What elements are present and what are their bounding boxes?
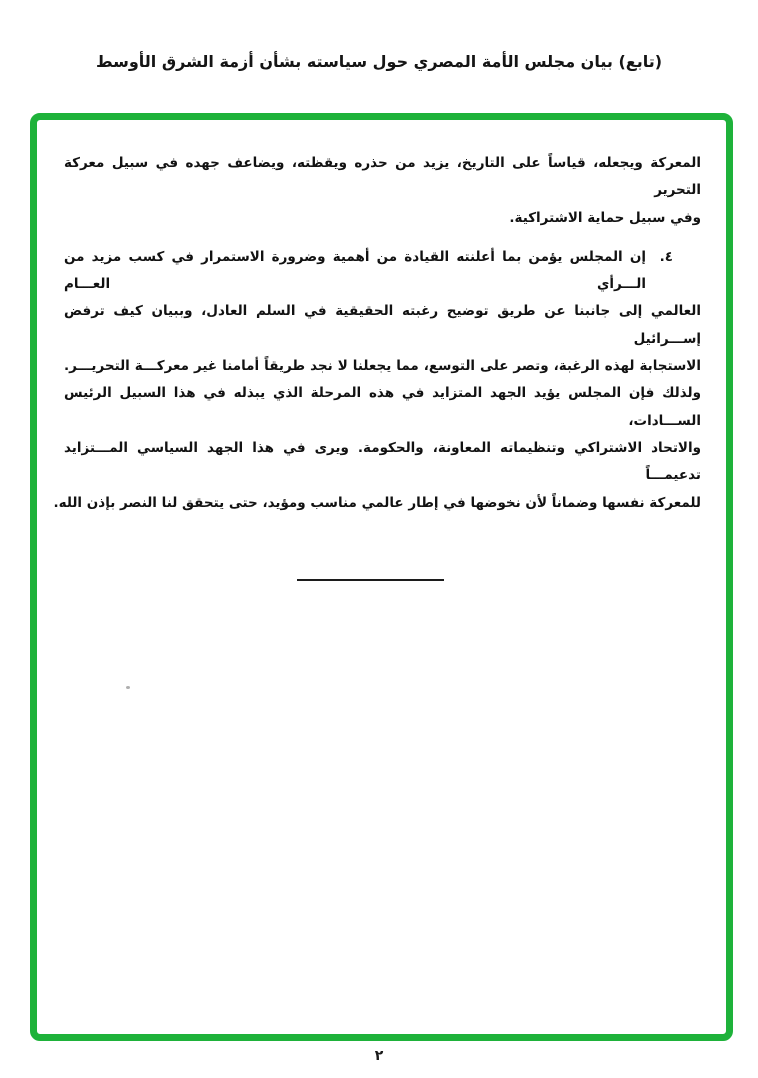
text-line: وفي سبيل حماية الاشتراكية. (509, 209, 701, 226)
text-line: ولذلك فإن المجلس يؤيد الجهد المتزايد في هذه المرحلة الذي يبذله في هذا السبيل الرئيس الســـادات، (64, 385, 701, 429)
text-line: للمعركة نفسها وضماناً لأن نخوضها في إطار عالمي مناسب ومؤيد، حتى يتحقق لنا النصر بإذن الله. (53, 494, 701, 511)
text-line: والاتحاد الاشتراكي وتنظيماته المعاونة، والحكومة. ويرى في هذا الجهد السياسي المـــتزايد تدعيمـــاً (64, 439, 701, 484)
text-line: الاستجابة لهذه الرغبة، وتصر على التوسع، مما يجعلنا لا نجد طريقاً أمامنا غير معركـــة التحريـــر. (64, 358, 701, 375)
scan-speck (126, 686, 130, 689)
text-line: إن المجلس يؤمن بما أعلنته القيادة من أهمية وضرورة الاستمرار في كسب مزيد من الـــرأي العـــام (64, 248, 646, 293)
green-document-frame (30, 113, 733, 1041)
item-number-marker: ٤. (659, 248, 673, 265)
item-4-paragraph (53, 244, 701, 517)
section-divider (297, 579, 444, 581)
numbered-item-4 (53, 244, 701, 517)
continuation-paragraph (64, 150, 701, 232)
document-body (37, 120, 726, 581)
page-title: (تابع) بيان مجلس الأمة المصري حول سياسته بشأن أزمة الشرق الأوسط (95, 52, 663, 71)
text-line: العالمي إلى جانبنا عن طريق توضيح رغبته الحقيقية في السلم العادل، وببيان كيف ترفض إســـرائيل (64, 303, 701, 347)
page-number: ٢ (374, 1048, 384, 1064)
text-line: المعركة ويجعله، قياساً على التاريخ، يزيد من حذره ويقظته، ويضاعف جهده في سبيل معركة التحرير (64, 155, 701, 199)
